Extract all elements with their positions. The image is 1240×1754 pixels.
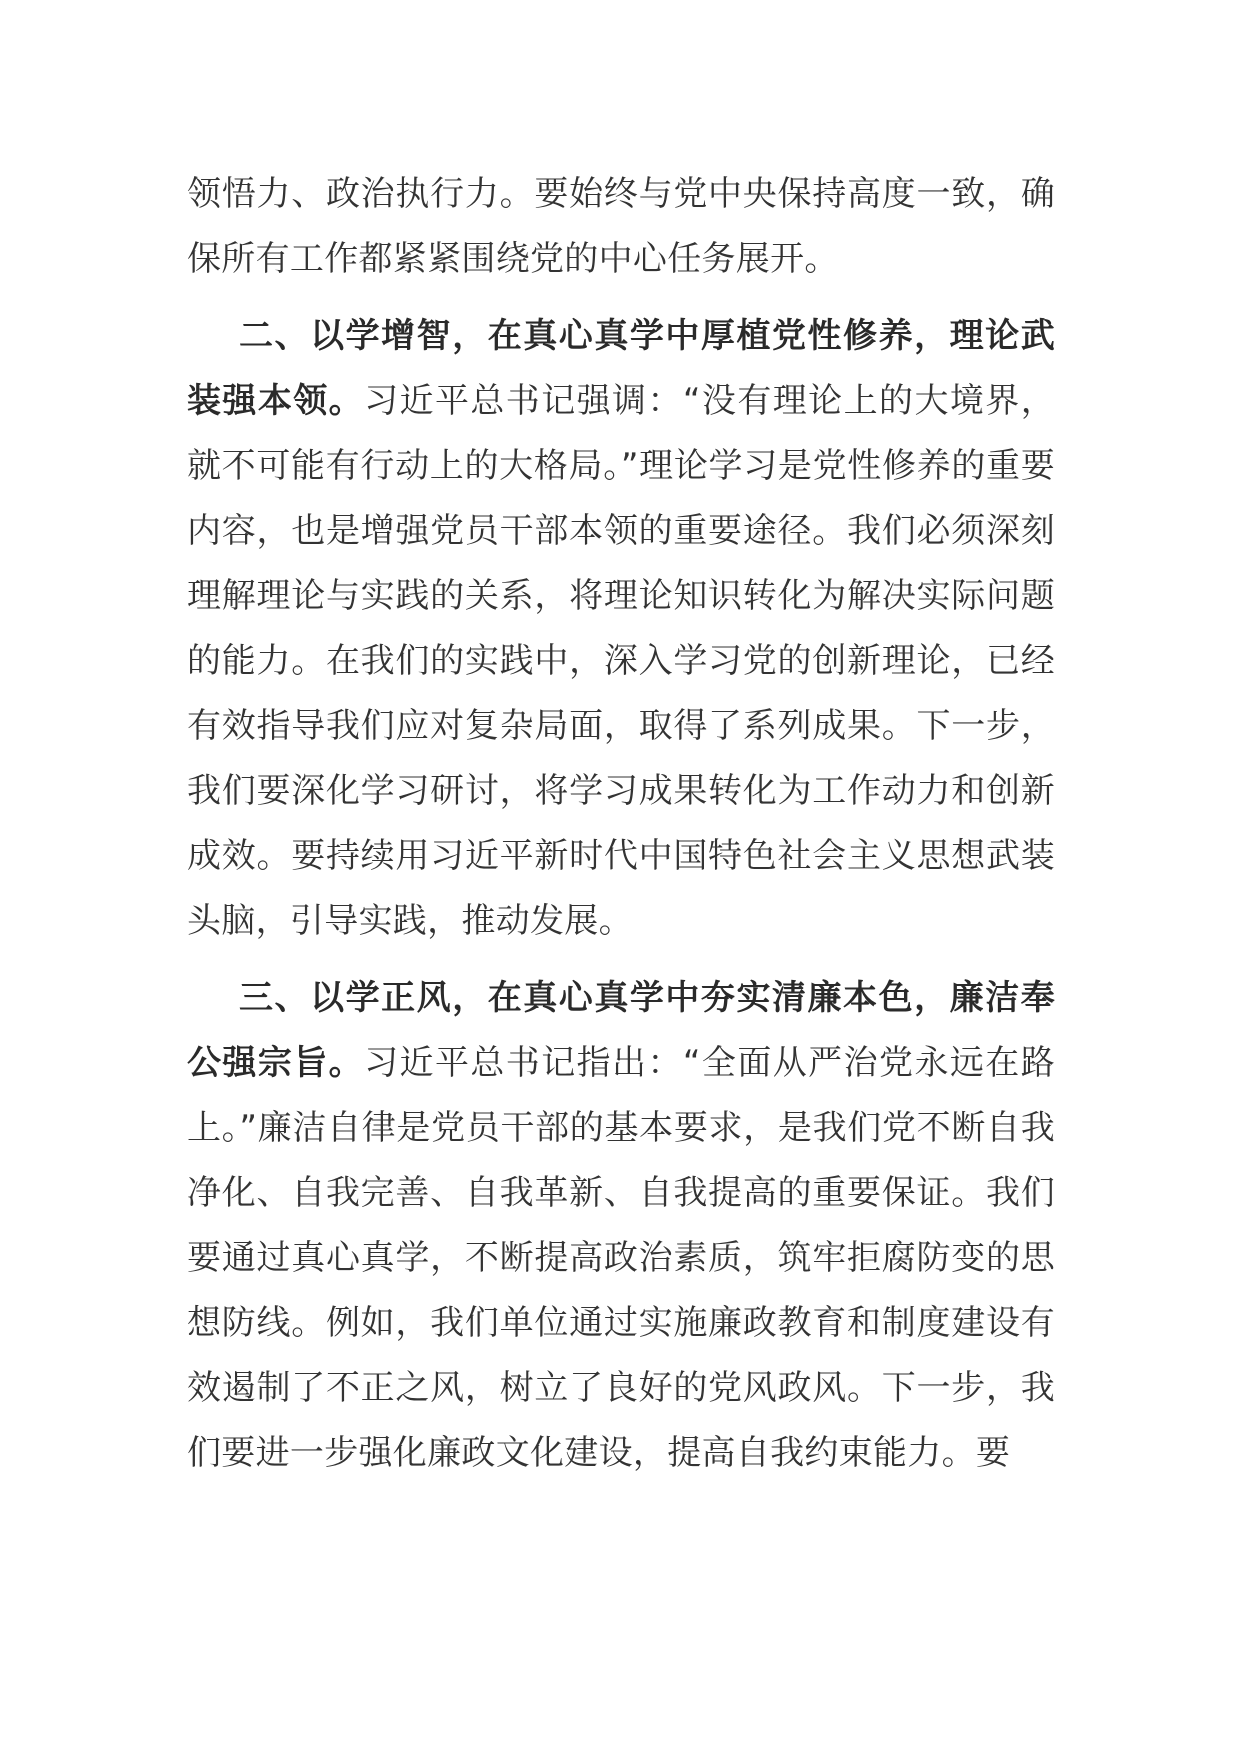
paragraph-text: 习近平总书记指出：“全面从严治党永远在路上。”廉洁自律是党员干部的基本要求，是我们党不断自我净化、自我完善、自我革新、自我提高的重要保证。我们要通过真心真学，不断提高政治素质，筑牢拒腐防变的思想防线。例如，我们单位通过实施廉政教育和制度建设有效遏制了不正之风，树立了良好的党风政风。下一步，我们要进一步强化廉政文化建设，提高自我约束能力。要 (187, 1043, 1055, 1473)
paragraph-section-2 (187, 304, 1055, 954)
section-heading: 二、以学增智，在真心真学中厚植党性修养，理论武装强本领。 (187, 316, 1055, 421)
section-heading: 三、以学正风，在真心真学中夯实清廉本色，廉洁奉公强宗旨。 (187, 978, 1055, 1083)
document-page (187, 162, 1055, 1486)
paragraph-text: 习近平总书记强调：“没有理论上的大境界，就不可能有行动上的大格局。”理论学习是党性修养的重要内容，也是增强党员干部本领的重要途径。我们必须深刻理解理论与实践的关系，将理论知识转化为解决实际问题的能力。在我们的实践中，深入学习党的创新理论，已经有效指导我们应对复杂局面，取得了系列成果。下一步，我们要深化学习研讨，将学习成果转化为工作动力和创新成效。要持续用习近平新时代中国特色社会主义思想武装头脑，引导实践，推动发展。 (187, 381, 1055, 941)
paragraph-text: 领悟力、政治执行力。要始终与党中央保持高度一致，确保所有工作都紧紧围绕党的中心任务展开。 (187, 174, 1055, 279)
paragraph-continuation (187, 162, 1055, 292)
paragraph-section-3 (187, 966, 1055, 1486)
